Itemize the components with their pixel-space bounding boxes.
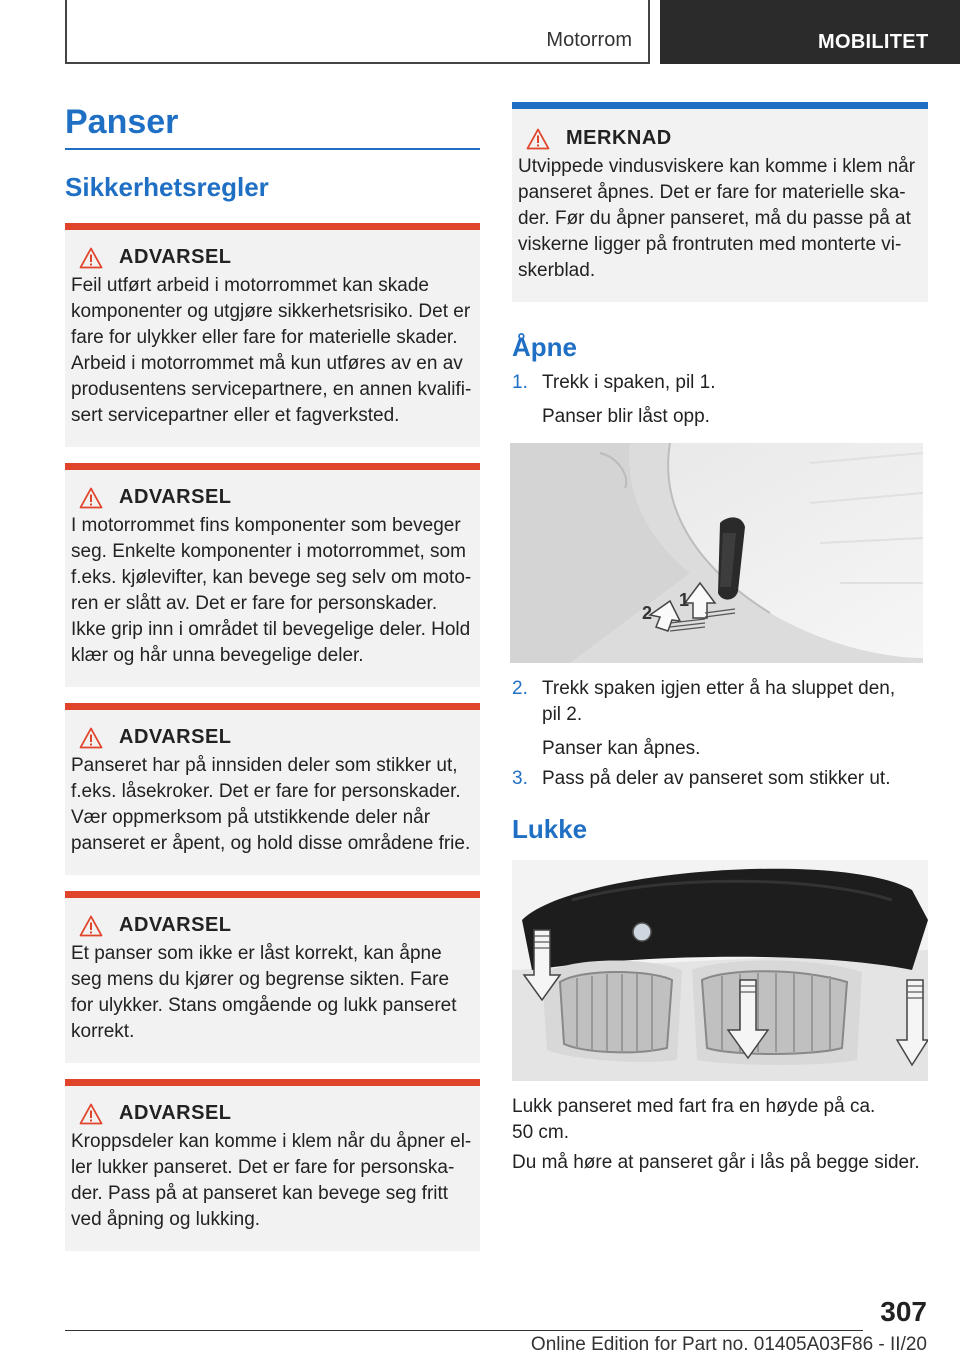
open-heading: Åpne — [512, 332, 577, 362]
step-number: 3. — [512, 768, 528, 789]
step-text: Trekk i spaken, pil 1. — [542, 372, 716, 393]
safety-heading: Sikkerhetsregler — [65, 172, 269, 202]
warning-triangle-icon — [79, 487, 103, 509]
hood-release-lever-image — [510, 443, 923, 663]
footer-edition: Online Edition for Part no. 01405A03F86 - II/20 — [530, 1334, 927, 1355]
warning-text: I motorrommet fins komponenter som beveger seg. Enkelte komponenter i motorrommet, som f.eks. kjølevifter, kan bevege seg selv om moto-ren er slått av. Det er fare for personskader. Ikke grip inn i området til bevegelige deler. Hold klær og hår unna bevegelige deler. — [71, 515, 472, 666]
warning-label: ADVARSEL — [119, 246, 232, 268]
step-1-result: Panser blir låst opp. — [542, 406, 710, 427]
step-text: Pass på deler av panseret som stikker ut. — [542, 768, 891, 789]
warning-triangle-icon — [79, 1103, 103, 1125]
close-latch-note: Du må høre at panseret går i lås på begge sider. — [512, 1152, 920, 1173]
warning-triangle-icon — [526, 128, 550, 150]
warning-triangle-icon — [79, 915, 103, 937]
warning-label: ADVARSEL — [119, 726, 232, 748]
warning-text: Feil utført arbeid i motorrommet kan skade komponenter og utgjøre sikkerhetsrisiko. Det er fare for ulykker eller fare for materielle skader. Arbeid i motorrommet må kun utføres av en av produsentens servicepartnere, en annen kvalifi-sert servicepartner eller et fagverksted. — [71, 275, 472, 426]
warning-box — [65, 463, 480, 687]
warning-label: ADVARSEL — [119, 1102, 232, 1124]
step-text: Trekk spaken igjen etter å ha sluppet den, pil 2. — [542, 678, 896, 725]
warning-triangle-icon — [79, 247, 103, 269]
warning-text: Kroppsdeler kan komme i klem når du åpner el-ler lukker panseret. Det er fare for personska-der. Pass på at panseret kan bevege seg fritt ved åpning og lukking. — [71, 1131, 472, 1230]
warning-triangle-icon — [79, 727, 103, 749]
warning-box — [65, 1079, 480, 1251]
warning-text: Panseret har på innsiden deler som stikker ut, f.eks. låsekroker. Det er fare for personskader. Vær oppmerksom på utstikkende deler når panseret er åpent, og hold disse områdene frie. — [71, 755, 471, 854]
footer-divider — [65, 1330, 863, 1331]
close-instruction: Lukk panseret med fart fra en høyde på ca. 50 cm. — [512, 1096, 876, 1143]
hood-closing-image — [512, 860, 928, 1081]
warning-box — [65, 891, 480, 1063]
header-section-box — [65, 0, 650, 64]
step-2-result: Panser kan åpnes. — [542, 738, 701, 759]
note-label: MERKNAD — [566, 127, 672, 149]
step-3 — [512, 766, 928, 792]
warning-label: ADVARSEL — [119, 914, 232, 936]
right-column — [512, 102, 928, 302]
page-title: Panser — [65, 103, 179, 141]
left-column — [65, 100, 480, 1267]
warning-box — [65, 223, 480, 447]
arrow-label-2: 2 — [642, 603, 653, 623]
note-text: Utvippede vindusviskere kan komme i klem når panseret åpnes. Det er fare for materielle ska-der. Før du åpner panseret, må du passe på at viskerne ligger på frontruten med monterte vi-skerblad. — [518, 156, 916, 281]
header-chapter-title: MOBILITET — [818, 31, 929, 53]
header-chapter-tab — [660, 0, 960, 64]
warning-box — [65, 703, 480, 875]
warning-text: Et panser som ikke er låst korrekt, kan åpne seg mens du kjører og begrense sikten. Fare for ulykker. Stans omgående og lukk panseret korrekt. — [71, 943, 457, 1042]
note-box — [512, 102, 928, 302]
warning-label: ADVARSEL — [119, 486, 232, 508]
title-divider — [65, 148, 480, 150]
step-1 — [512, 370, 928, 396]
header-section-title: Motorrom — [546, 29, 632, 51]
step-number: 2. — [512, 678, 528, 699]
arrow-label-1: 1 — [679, 590, 690, 610]
step-2 — [512, 676, 912, 728]
close-heading: Lukke — [512, 814, 588, 844]
page-number: 307 — [880, 1296, 927, 1327]
step-number: 1. — [512, 372, 528, 393]
